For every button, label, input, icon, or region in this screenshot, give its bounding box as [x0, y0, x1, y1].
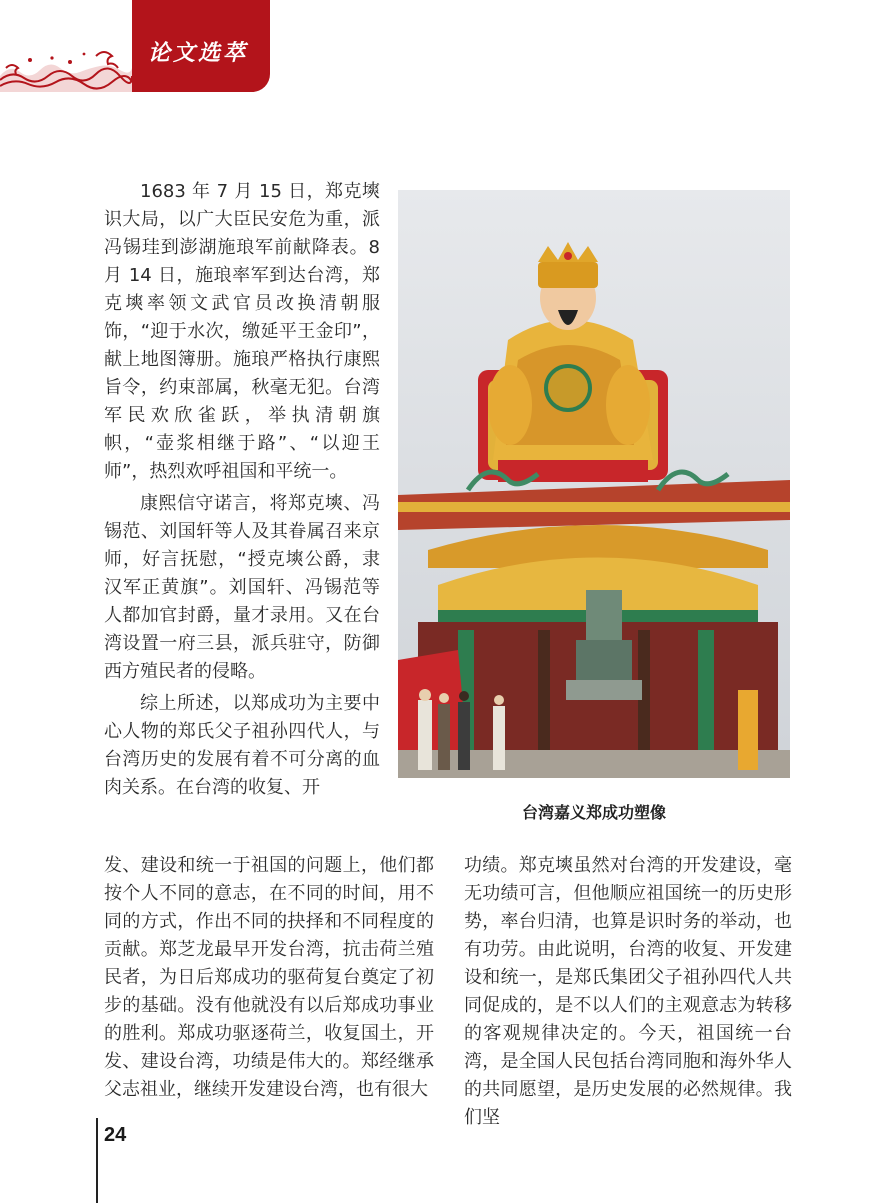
article-text-right — [464, 852, 792, 1132]
paragraph: 综上所述，以郑成功为主要中心人物的郑氏父子祖孙四代人，与台湾历史的发展有着不可分离的血肉关系。在台湾的收复、开 — [104, 693, 380, 798]
wave-decoration-icon — [0, 46, 132, 92]
paragraph: 功绩。郑克塽虽然对台湾的开发建设，毫无功绩可言，但他顺应祖国统一的历史形势，率台归清，也算是识时务的举动，也有功劳。由此说明，台湾的收复、开发建设和统一，是郑氏集团父子祖孙四代人共同促成的，是不以人们的主观意志为转移的客观规律决定的。今天，祖国统一台湾，是全国人民包括台湾同胞和海外华人的共同愿望，是历史发展的必然规律。我们坚 — [464, 855, 792, 1128]
page-divider — [96, 1118, 98, 1203]
section-title: 论文选萃 — [148, 40, 249, 66]
paragraph: 康熙信守诺言，将郑克塽、冯锡范、刘国轩等人及其眷属召来京师，好言抚慰，“授克塽公爵，隶汉军正黄旗”。刘国轩、冯锡范等人都加官封爵，量才录用。又在台湾设置一府三县，派兵驻守，防御西方殖民者的侵略。 — [104, 493, 380, 682]
figure-caption: 台湾嘉义郑成功塑像 — [521, 803, 666, 822]
section-header — [0, 0, 270, 92]
page-number: 24 — [104, 1124, 127, 1146]
article-text-top — [104, 178, 380, 802]
paragraph: 1683 年 7 月 15 日，郑克塽识大局，以广大臣民安危为重，派冯锡珪到澎湖施琅军前献降表。8 月 14 日，施琅率军到达台湾，郑克塽率领文武官员改换清朝服饰，“迎于水次，缴延平王金印”，献上地图簿册。施琅严格执行康熙旨令，约束部属，秋毫无犯。台湾军民欢欣雀跃，举执清朝旗帜，“壶浆相继于路”、“以迎王师”，热烈欢呼祖国和平统一。 — [104, 181, 380, 482]
statue-photo — [398, 190, 790, 778]
article-text-left — [104, 852, 434, 1104]
paragraph: 发、建设和统一于祖国的问题上，他们都按个人不同的意志，在不同的时间，用不同的方式，作出不同的抉择和不同程度的贡献。郑芝龙最早开发台湾，抗击荷兰殖民者，为日后郑成功的驱荷复台奠定了初步的基础。没有他就没有以后郑成功事业的胜利。郑成功驱逐荷兰，收复国土，开发、建设台湾，功绩是伟大的。郑经继承父志祖业，继续开发建设台湾，也有很大 — [104, 855, 434, 1100]
